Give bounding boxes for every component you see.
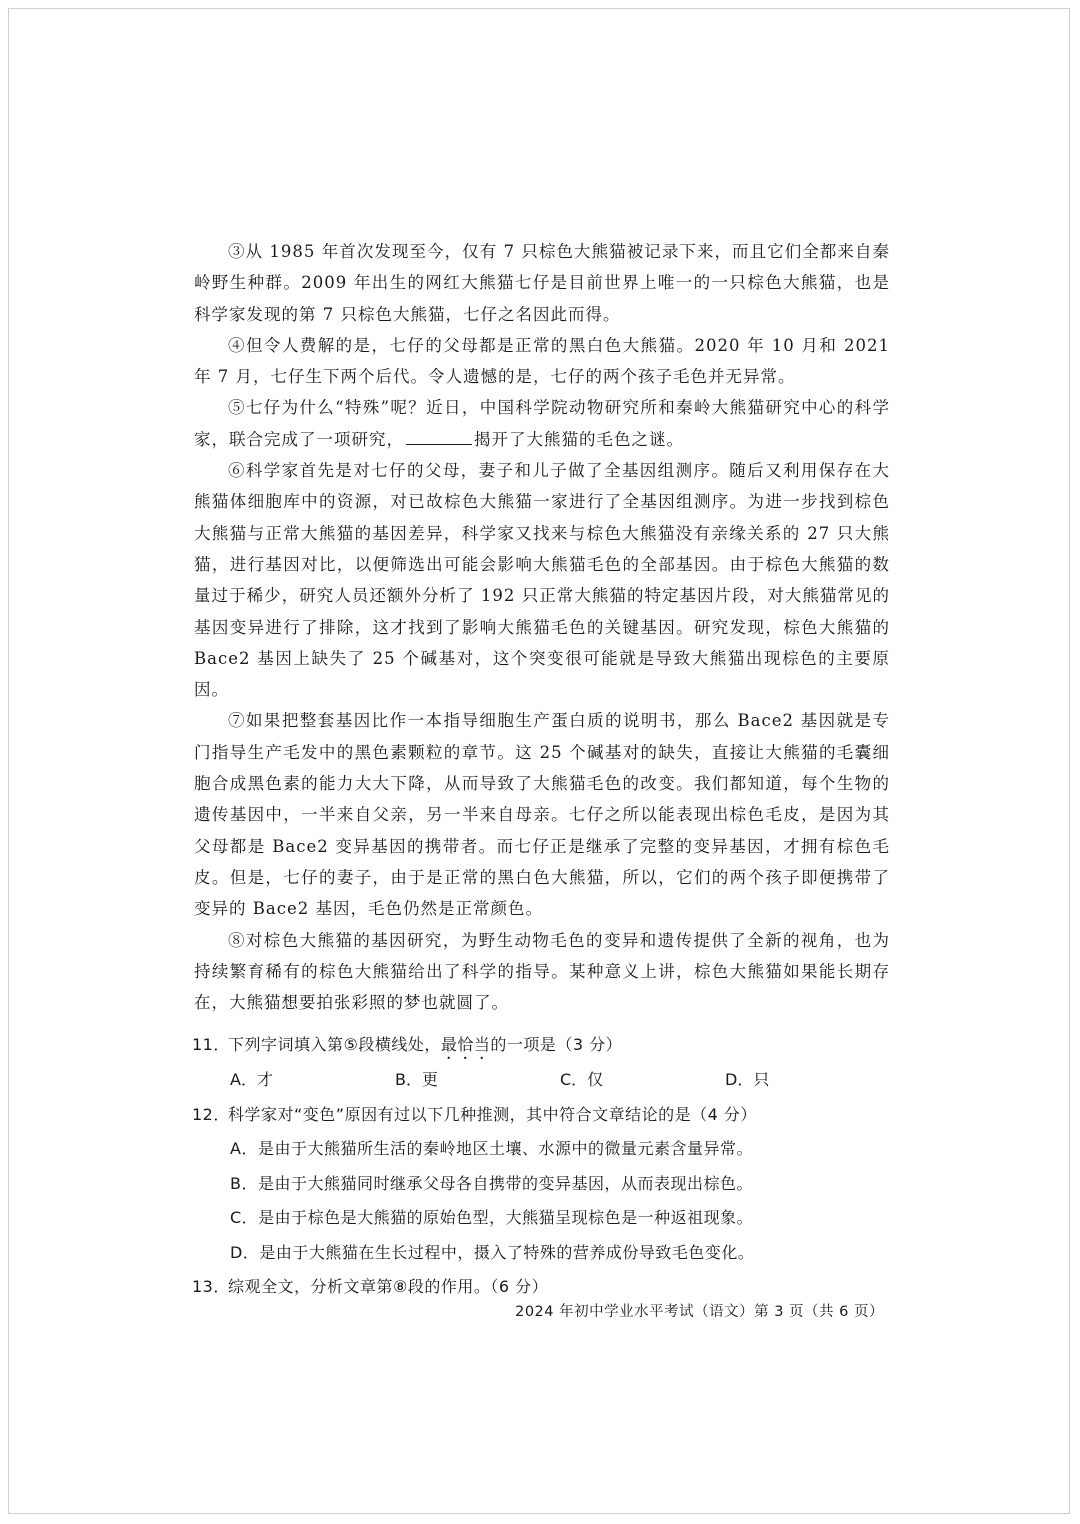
paragraph-8: ⑧对棕色大熊猫的基因研究，为野生动物毛色的变异和遗传提供了全新的视角，也为持续繁育稀有的棕色大熊猫给出了科学的指导。某种意义上讲，棕色大熊猫如果能长期存在，大熊猫想要拍张彩照的梦也就圆了。 xyxy=(194,930,890,1013)
question-number: 13． xyxy=(192,1277,230,1297)
paragraph-4: ④但令人费解的是，七仔的父母都是正常的黑白色大熊猫。2020 年 10 月和 2021 年 7 月，七仔生下两个后代。令人遗憾的是，七仔的两个孩子毛色并无异常。 xyxy=(194,335,890,387)
paragraph-5-part-2: 揭开了大熊猫的毛色之谜。 xyxy=(474,429,684,449)
question-12-text: 科学家对“变色”原因有过以下几种推测，其中符合文章结论的是（4 分） xyxy=(228,1104,757,1124)
question-number: 11． xyxy=(192,1035,230,1055)
option-a: A．是由于大熊猫所生活的秦岭地区土壤、水源中的微量元素含量异常。 xyxy=(230,1139,753,1159)
question-13-text: 综观全文，分析文章第⑧段的作用。（6 分） xyxy=(228,1277,549,1297)
question-11-options xyxy=(230,1063,890,1098)
question-11-text-b: 的一项是（3 分） xyxy=(490,1035,623,1055)
question-number: 12． xyxy=(192,1104,230,1124)
question-12 xyxy=(194,1098,890,1133)
paragraph-7: ⑦如果把整套基因比作一本指导细胞生产蛋白质的说明书，那么 Bace2 基因就是专门指导生产毛发中的黑色素颗粒的章节。这 25 个碱基对的缺失，直接让大熊猫的毛囊细胞合成黑色素的能力大大下降，从而导致了大熊猫毛色的改变。我们都知道，每个生物的遗传基因中，一半来自父亲，另一半来自母亲。七仔之所以能表现出棕色毛皮，是因为其父母都是 Bace2 变异基因的携带者。而七仔正是继承了完整的变异基因，才拥有棕色毛皮。但是，七仔的妻子，由于是正常的黑白色大熊猫，所以，它们的两个孩子即便携带了变异的 Bace2 基因，毛色仍然是正常颜色。 xyxy=(194,711,890,919)
question-11 xyxy=(194,1028,890,1063)
option-a: A．才 xyxy=(230,1070,273,1090)
option-d: D．是由于大熊猫在生长过程中，摄入了特殊的营养成份导致毛色变化。 xyxy=(230,1242,755,1262)
question-11-emphasis: 最恰当 xyxy=(440,1035,491,1055)
page-footer: 2024 年初中学业水平考试（语文）第 3 页（共 6 页） xyxy=(515,1304,884,1320)
question-11-text-a: 下列字词填入第⑤段横线处， xyxy=(228,1035,441,1055)
paragraph-5 xyxy=(194,392,890,455)
option-b: B．是由于大熊猫同时继承父母各自携带的变异基因，从而表现出棕色。 xyxy=(230,1173,753,1193)
paragraph-3: ③从 1985 年首次发现至今，仅有 7 只棕色大熊猫被记录下来，而且它们全都来自秦岭野生种群。2009 年出生的网红大熊猫七仔是目前世界上唯一的一只棕色大熊猫，也是科学家发现的第 7 只棕色大熊猫，七仔之名因此而得。 xyxy=(194,242,890,324)
fill-in-blank xyxy=(406,428,472,445)
paragraph-6: ⑥科学家首先是对七仔的父母，妻子和儿子做了全基因组测序。随后又利用保存在大熊猫体细胞库中的资源，对已故棕色大熊猫一家进行了全基因组测序。为进一步找到棕色大熊猫与正常大熊猫的基因差异，科学家又找来与棕色大熊猫没有亲缘关系的 27 只大熊猫，进行基因对比，以便筛选出可能会影响大熊猫毛色的全部基因。由于棕色大熊猫的数量过于稀少，研究人员还额外分析了 192 只正常大熊猫的特定基因片段，对大熊猫常见的基因变异进行了排除，这才找到了影响大熊猫毛色的关键基因。研究发现，棕色大熊猫的 Bace2 基因上缺失了 25 个碱基对，这个突变很可能就是导致大熊猫出现棕色的主要原因。 xyxy=(194,461,890,700)
questions xyxy=(194,1028,890,1305)
option-d: D．只 xyxy=(725,1070,770,1090)
option-b: B．更 xyxy=(395,1070,438,1090)
option-c: C．仅 xyxy=(560,1070,604,1090)
exam-content xyxy=(194,236,890,1305)
option-c: C．是由于棕色是大熊猫的原始色型，大熊猫呈现棕色是一种返祖现象。 xyxy=(230,1208,754,1228)
paragraph-5-part-1: ⑤七仔为什么“特殊”呢？近日，中国科学院动物研究所和秦岭大熊猫研究中心的科学家，联合完成了一项研究， xyxy=(194,398,890,449)
